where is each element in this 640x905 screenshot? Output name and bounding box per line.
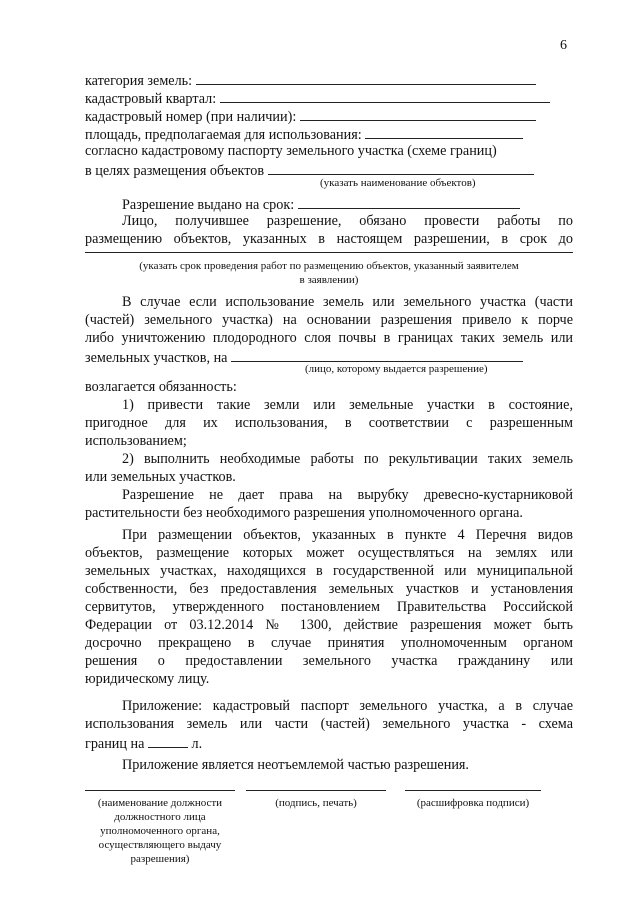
appendix-line-3 bbox=[85, 733, 202, 753]
termination-line-5: сервитутов, утвержденного постановлением Правительства Российской bbox=[85, 599, 573, 615]
termination-line-2: объектов, размещение которых может осуществляться на землях или bbox=[85, 545, 573, 561]
termination-line-7: досрочно прекращено в случае принятия уполномоченным органом bbox=[85, 635, 573, 651]
position-field[interactable] bbox=[85, 790, 235, 791]
appendix-sheets-label: границ на bbox=[85, 736, 145, 752]
area-line bbox=[85, 124, 523, 144]
trees-line-2: растительности без необходимого разрешения уполномоченного органа. bbox=[85, 505, 523, 521]
purpose-note: (указать наименование объектов) bbox=[320, 177, 476, 189]
position-caption-1: (наименование должности bbox=[97, 797, 223, 809]
decode-field[interactable] bbox=[405, 790, 541, 791]
position-caption bbox=[80, 796, 240, 866]
item1-line-2: пригодное для их использования, в соответствии с разрешенным bbox=[85, 415, 573, 431]
damage-line-2: (частей) земельного участка) на основании разрешения привело к порче bbox=[85, 312, 573, 328]
position-caption-3: уполномоченного органа, bbox=[100, 825, 220, 837]
land-category-line bbox=[85, 70, 536, 90]
damage-line-3: либо уничтожению плодородного слоя почвы в границах таких земель или bbox=[85, 330, 573, 346]
cadastral-number-line bbox=[85, 106, 536, 126]
signature-field[interactable] bbox=[246, 790, 386, 791]
term-field[interactable] bbox=[298, 194, 520, 209]
termination-line-6: Федерации от 03.12.2014 № 1300, действие разрешения может быть bbox=[85, 617, 573, 633]
signature-caption: (подпись, печать) bbox=[275, 797, 357, 809]
item1-line-1: 1) привести такие земли или земельные участки в состояние, bbox=[122, 397, 573, 413]
term-label: Разрешение выдано на срок: bbox=[122, 197, 295, 213]
term-line bbox=[122, 194, 520, 214]
area-label: площадь, предполагаемая для использования: bbox=[85, 127, 362, 143]
responsible-person-note: (лицо, которому выдается разрешение) bbox=[305, 363, 488, 375]
purpose-label: в целях размещения объектов bbox=[85, 163, 265, 179]
responsible-person-field[interactable] bbox=[231, 347, 523, 362]
damage-line-1: В случае если использование земель или земельного участка (части bbox=[122, 294, 573, 310]
termination-line-9: юридическому лицу. bbox=[85, 671, 210, 687]
page-number: 6 bbox=[560, 38, 567, 53]
item2-line-2: или земельных участков. bbox=[85, 469, 236, 485]
deadline-note-2: в заявлении) bbox=[299, 274, 359, 286]
damage-line-5: возлагается обязанность: bbox=[85, 379, 237, 395]
purpose-field[interactable] bbox=[268, 160, 534, 175]
termination-line-1: При размещении объектов, указанных в пункте 4 Перечня видов bbox=[122, 527, 573, 543]
position-caption-2: должностного лица bbox=[114, 811, 206, 823]
land-category-field[interactable] bbox=[196, 70, 536, 85]
item2-line-1: 2) выполнить необходимые работы по рекультивации таких земель bbox=[122, 451, 573, 467]
sheets-unit: л. bbox=[191, 736, 203, 752]
trees-line-1: Разрешение не дает права на вырубку древесно-кустарниковой bbox=[122, 487, 573, 503]
termination-line-3: земельных участках, находящихся в государственной или муниципальной bbox=[85, 563, 573, 579]
decode-caption: (расшифровка подписи) bbox=[416, 797, 530, 809]
termination-line-4: собственности, без предоставления земельных участков и установления bbox=[85, 581, 573, 597]
damage-line-4-text: земельных участков, на bbox=[85, 350, 228, 366]
cadastral-quarter-label: кадастровый квартал: bbox=[85, 91, 217, 107]
position-caption-5: разрешения) bbox=[130, 853, 190, 865]
position-caption-4: осуществляющего выдачу bbox=[98, 839, 222, 851]
sheets-count-field[interactable] bbox=[148, 733, 188, 748]
termination-line-8: решения о предоставлении земельного участка гражданину или bbox=[85, 653, 573, 669]
obligation-line-1: Лицо, получившее разрешение, обязано провести работы по bbox=[122, 213, 573, 229]
deadline-field[interactable] bbox=[85, 252, 573, 253]
cadastral-quarter-line bbox=[85, 88, 550, 108]
area-field[interactable] bbox=[365, 124, 523, 139]
appendix-line-2: использования земель или части (частей) земельного участка - схема bbox=[85, 716, 573, 732]
appendix-line-1: Приложение: кадастровый паспорт земельного участка, а в случае bbox=[122, 698, 573, 714]
item1-line-3: использованием; bbox=[85, 433, 187, 449]
cadastral-quarter-field[interactable] bbox=[220, 88, 550, 103]
cadastral-number-field[interactable] bbox=[300, 106, 536, 121]
per-passport-line: согласно кадастровому паспорту земельного участка (схеме границ) bbox=[85, 143, 497, 159]
integral-part-line: Приложение является неотъемлемой частью разрешения. bbox=[122, 757, 469, 773]
land-category-label: категория земель: bbox=[85, 73, 193, 89]
obligation-line-2: размещению объектов, указанных в настоящем разрешении, в срок до bbox=[85, 231, 573, 247]
cadastral-number-label: кадастровый номер (при наличии): bbox=[85, 109, 297, 125]
deadline-note-1: (указать срок проведения работ по размещению объектов, указанный заявителем bbox=[139, 260, 519, 272]
